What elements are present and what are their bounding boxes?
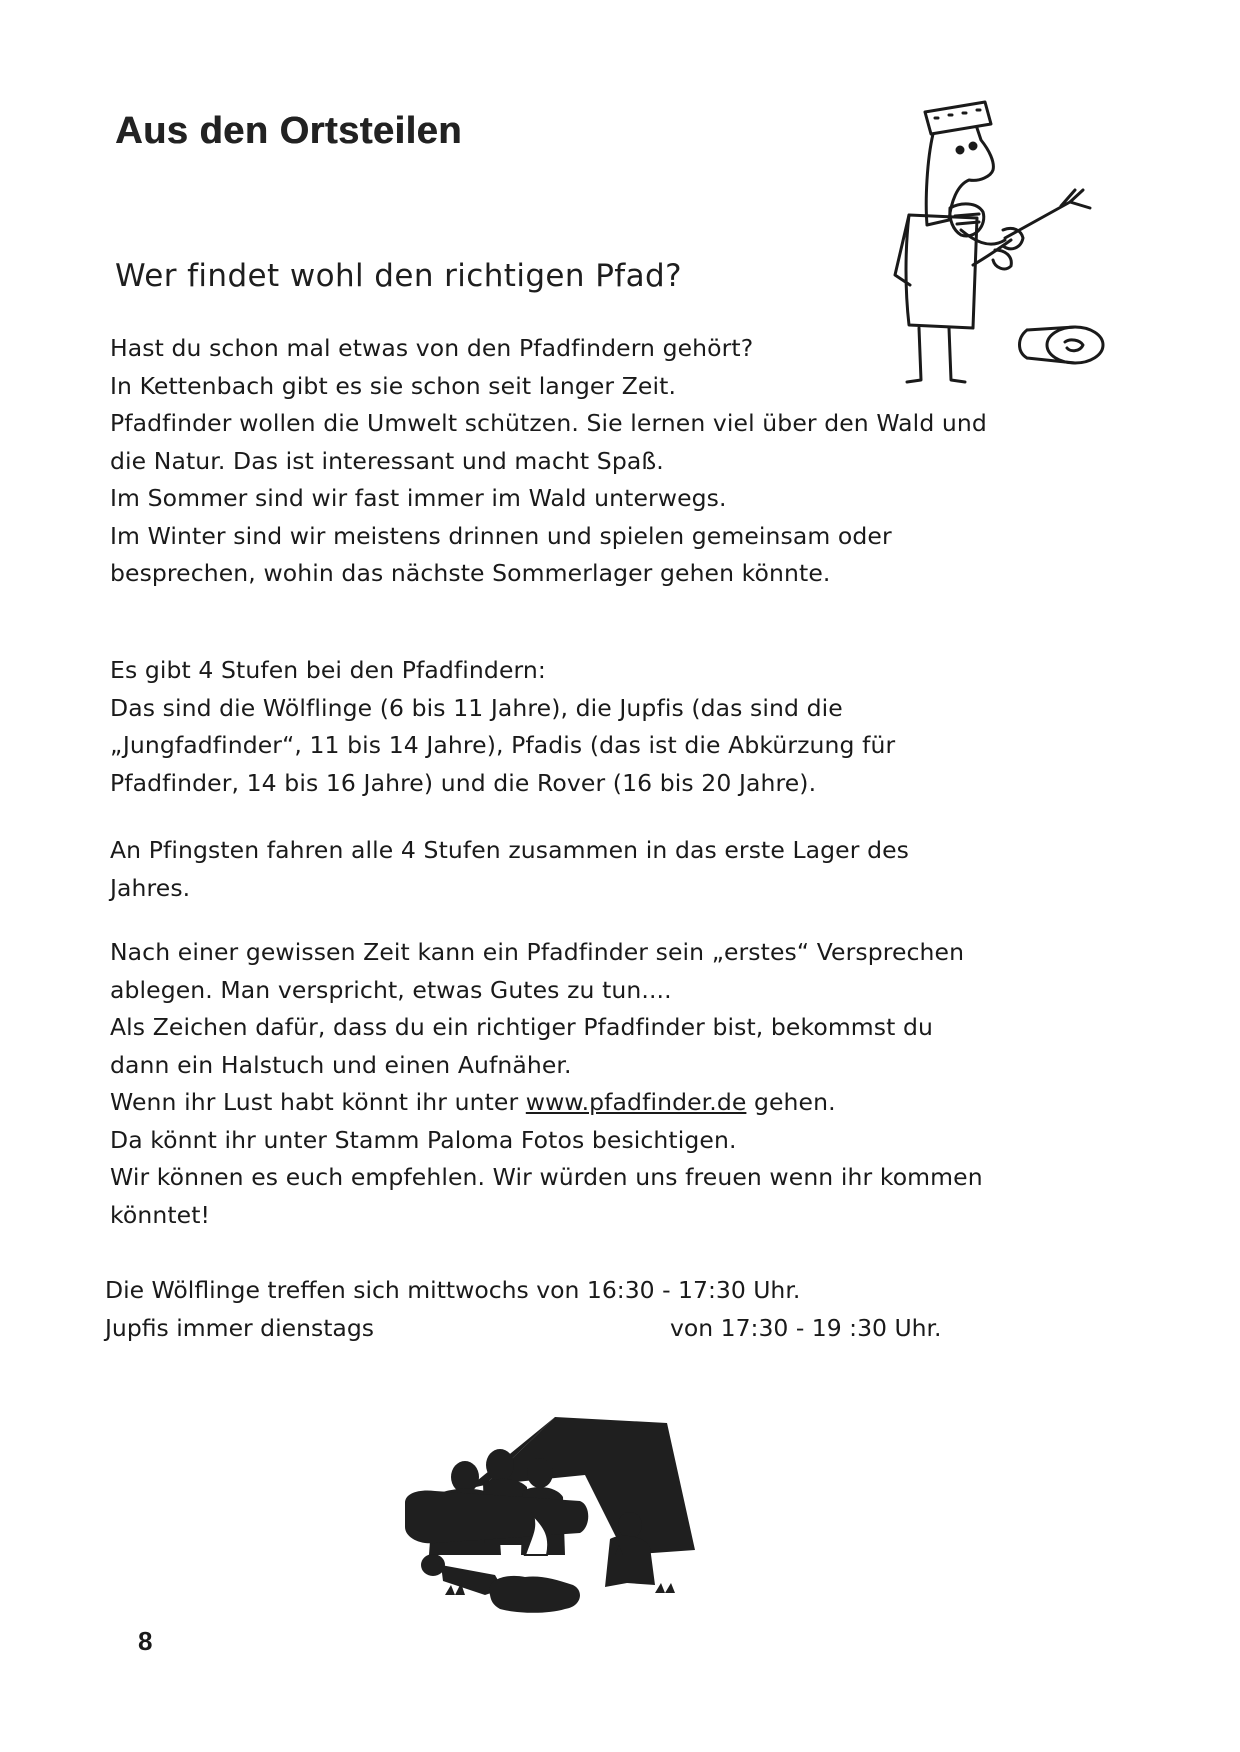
link-line-after: gehen.	[746, 1088, 836, 1116]
schedule-text: Die Wölflinge treffen sich mittwochs von 16:30 - 17:30 Uhr.	[105, 1276, 801, 1304]
text-line: ablegen. Man verspricht, etwas Gutes zu tun....	[110, 975, 672, 1004]
text-line: Nach einer gewissen Zeit kann ein Pfadfinder sein „erstes“ Versprechen	[110, 938, 965, 966]
pfadfinder-website-link[interactable]: www.pfadfinder.de	[525, 1088, 747, 1116]
section-title: Aus den Ortsteilen	[115, 110, 462, 152]
link-line	[110, 1084, 1130, 1122]
text-line: Im Winter sind wir meistens drinnen und spielen gemeinsam oder	[110, 521, 892, 550]
text-line: Als Zeichen dafür, dass du ein richtiger Pfadfinder bist, bekommst du	[110, 1013, 934, 1041]
link-line-before: Wenn ihr Lust habt könnt ihr unter	[110, 1088, 526, 1116]
text-line: Es gibt 4 Stufen bei den Pfadfindern:	[110, 656, 546, 684]
text-line: könntet!	[110, 1200, 211, 1229]
text-line: In Kettenbach gibt es sie schon seit langer Zeit.	[110, 371, 677, 400]
text-line: dann ein Halstuch und einen Aufnäher.	[110, 1050, 572, 1079]
paragraph-stages	[110, 652, 1130, 802]
text-line: Da könnt ihr unter Stamm Paloma Fotos besichtigen.	[110, 1125, 737, 1154]
paragraph-intro	[110, 330, 1130, 593]
paragraph-pentecost	[110, 832, 1130, 907]
schedule-time: von 17:30 - 19 :30 Uhr.	[670, 1313, 942, 1342]
page-number: 8	[138, 1626, 153, 1656]
text-line: „Jungfadfinder“, 11 bis 14 Jahre), Pfadis (das ist die Abkürzung für	[110, 731, 896, 759]
text-line: besprechen, wohin das nächste Sommerlager gehen könnte.	[110, 559, 831, 587]
text-line: Pfadfinder, 14 bis 16 Jahre) und die Rover (16 bis 20 Jahre).	[110, 768, 817, 797]
article-title: Wer findet wohl den richtigen Pfad?	[115, 258, 682, 294]
text-line: Das sind die Wölflinge (6 bis 11 Jahre), die Jupfis (das sind die	[110, 693, 843, 722]
text-line: Wir können es euch empfehlen. Wir würden uns freuen wenn ihr kommen	[110, 1163, 983, 1191]
text-line: Pfadfinder wollen die Umwelt schützen. Sie lernen viel über den Wald und	[110, 409, 987, 437]
text-line: Im Sommer sind wir fast immer im Wald unterwegs.	[110, 484, 727, 512]
text-line: die Natur. Das ist interessant und macht Spaß.	[110, 446, 664, 475]
paragraph-promise	[110, 934, 1130, 1234]
schedule-text: Jupfis immer dienstags	[105, 1313, 374, 1342]
campfire-illustration	[405, 1405, 710, 1620]
text-line: Jahres.	[110, 873, 191, 902]
text-line: Hast du schon mal etwas von den Pfadfindern gehört?	[110, 334, 754, 362]
text-line: An Pfingsten fahren alle 4 Stufen zusammen in das erste Lager des	[110, 836, 909, 864]
